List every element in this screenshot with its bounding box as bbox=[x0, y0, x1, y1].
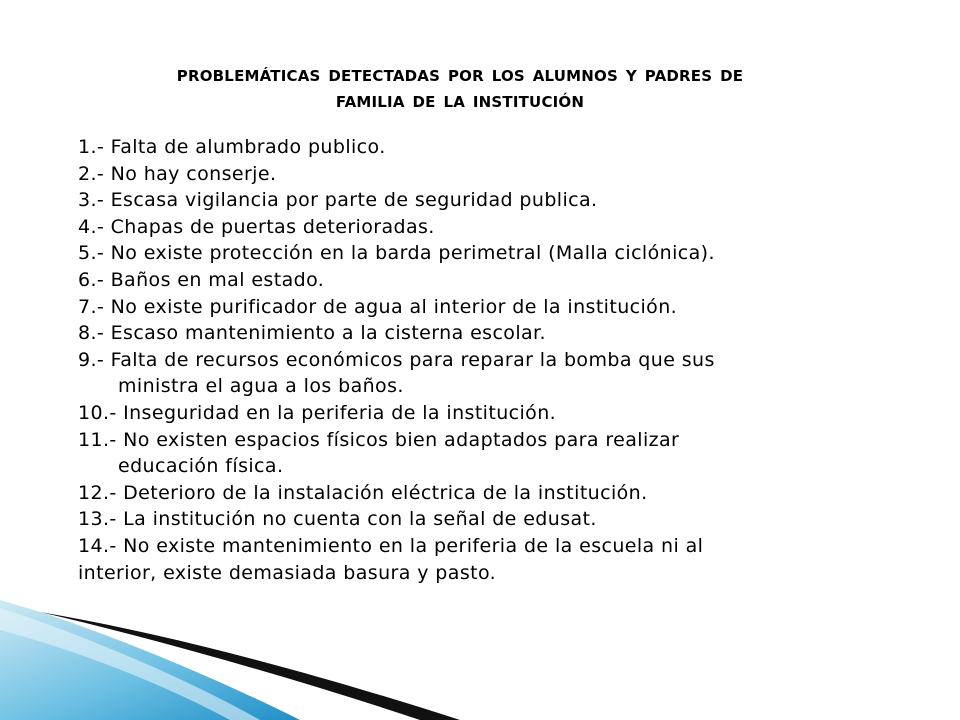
list-item-text: 5.- No existe protección en la barda perimetral (Malla ciclónica). bbox=[78, 242, 715, 265]
list-item-text: 4.- Chapas de puertas deterioradas. bbox=[78, 215, 435, 238]
problem-list bbox=[78, 134, 908, 586]
list-item bbox=[78, 214, 908, 241]
list-item bbox=[78, 347, 908, 400]
list-item-text: 3.- Escasa vigilancia por parte de seguridad publica. bbox=[78, 189, 598, 212]
list-item-text: 14.- No existe mantenimiento en la periferia de la escuela ni al bbox=[78, 534, 704, 557]
list-item-text: 6.- Baños en mal estado. bbox=[78, 268, 325, 291]
list-item-text: 9.- Falta de recursos económicos para reparar la bomba que sus bbox=[78, 348, 715, 371]
list-item bbox=[78, 161, 908, 188]
list-item bbox=[78, 240, 908, 267]
list-item bbox=[78, 427, 908, 480]
list-item-text: 8.- Escaso mantenimiento a la cisterna escolar. bbox=[78, 322, 546, 345]
list-item bbox=[78, 480, 908, 507]
title-line-1: problemáticas detectadas por los alumnos y padres de bbox=[176, 62, 744, 87]
list-item-text: 12.- Deterioro de la instalación eléctrica de la institución. bbox=[78, 481, 648, 504]
decorative-swoosh bbox=[0, 560, 960, 720]
title-line-2: familia de la institución bbox=[335, 88, 585, 113]
list-item bbox=[78, 187, 908, 214]
list-item bbox=[78, 134, 908, 161]
list-item-text: 7.- No existe purificador de agua al interior de la institución. bbox=[78, 295, 678, 318]
list-item-continuation: educación física. bbox=[118, 455, 284, 478]
list-item-text: 1.- Falta de alumbrado publico. bbox=[78, 136, 386, 158]
list-item-text: 13.- La institución no cuenta con la señal de edusat. bbox=[78, 508, 597, 531]
list-item bbox=[78, 400, 908, 427]
list-item-text: 11.- No existen espacios físicos bien adaptados para realizar bbox=[78, 428, 680, 451]
list-item bbox=[78, 267, 908, 294]
slide-title bbox=[60, 62, 860, 114]
list-item bbox=[78, 320, 908, 347]
list-item-continuation: interior, existe demasiada basura y pasto. bbox=[78, 561, 497, 584]
list-item bbox=[78, 294, 908, 321]
list-item-continuation: ministra el agua a los baños. bbox=[118, 375, 404, 398]
list-item-text: 2.- No hay conserje. bbox=[78, 162, 277, 185]
list-item bbox=[78, 506, 908, 533]
list-item-text: 10.- Inseguridad en la periferia de la institución. bbox=[78, 401, 557, 424]
